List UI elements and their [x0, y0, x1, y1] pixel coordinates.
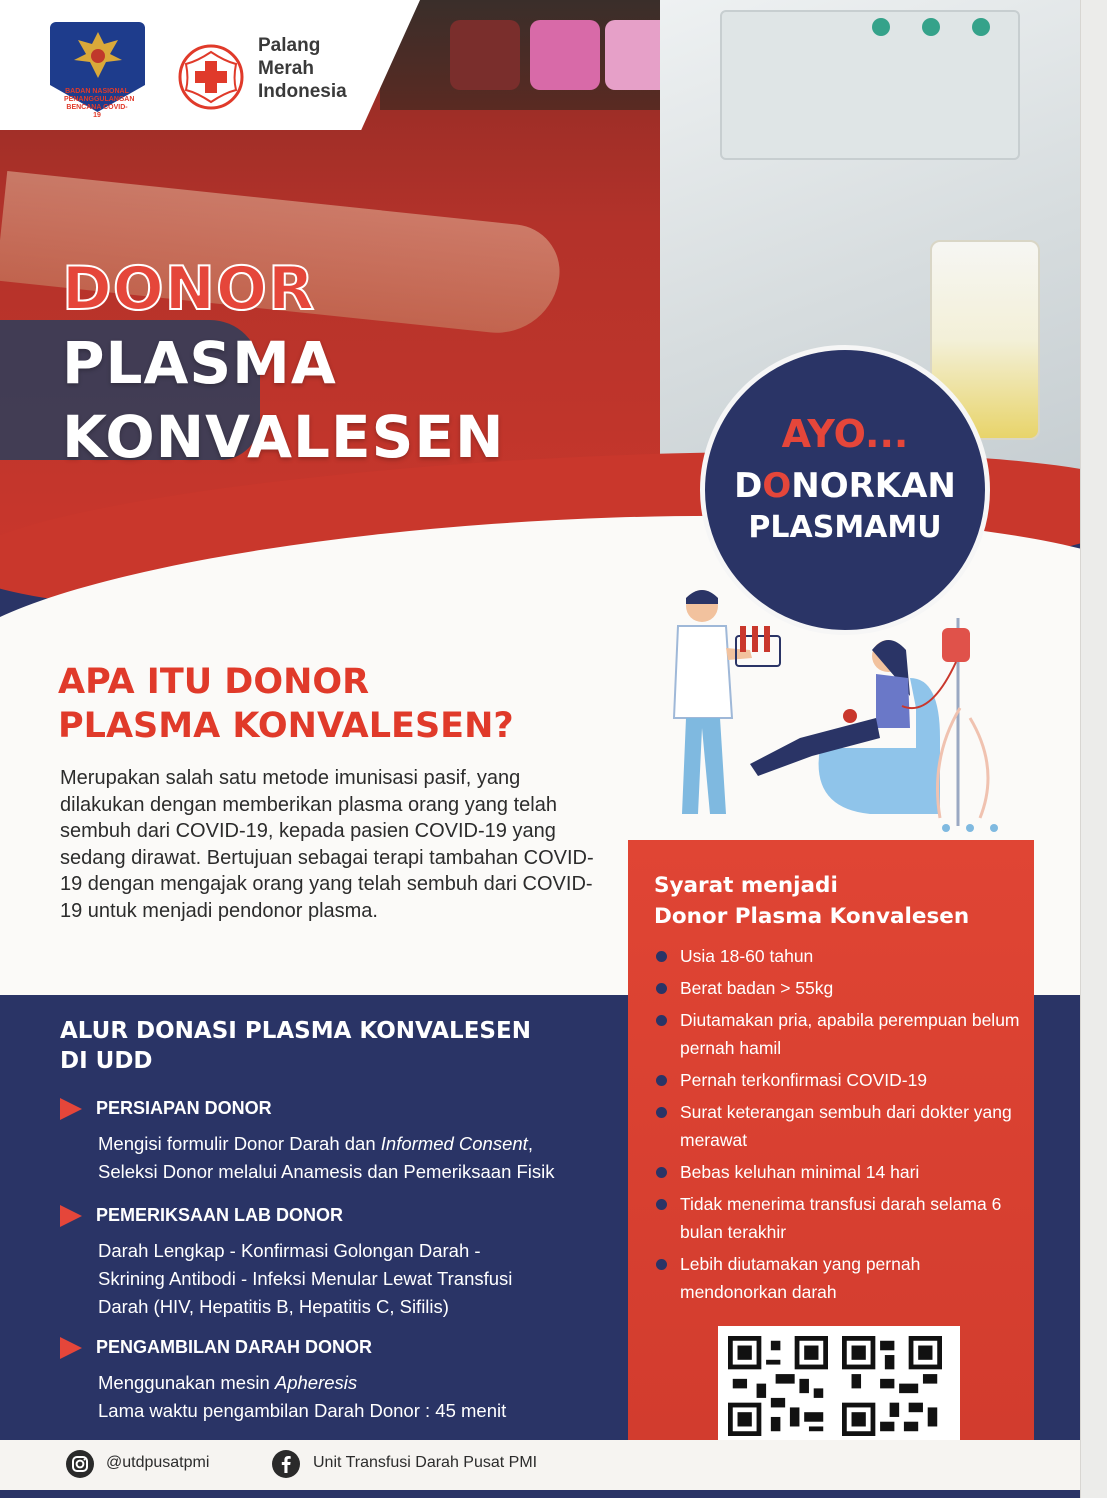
machine-button: [972, 18, 990, 36]
callout-o: O: [762, 466, 792, 506]
garuda-caption: BADAN NASIONAL PENANGGULANGAN BENCANA COVID-19: [64, 88, 135, 119]
scan-margin: [1080, 0, 1107, 1498]
arrow-right-icon: [60, 1205, 82, 1227]
stress-ball: [843, 709, 857, 723]
syarat-heading: [654, 870, 1024, 932]
garuda-icon: [68, 28, 128, 84]
instagram-icon[interactable]: [66, 1450, 94, 1478]
machine-button: [922, 18, 940, 36]
hero-title-line: DONOR: [62, 254, 316, 324]
step-desc-line: Skrining Antibodi - Infeksi Menular Lewat Transfusi: [98, 1268, 513, 1289]
step-desc-text: Mengisi formulir Donor Darah dan: [98, 1133, 381, 1154]
facebook-icon[interactable]: [272, 1450, 300, 1478]
nurse-arm: [726, 648, 752, 660]
callout-line-2: [705, 466, 985, 506]
shelf-photo: [380, 0, 680, 110]
step-desc-text: ,: [527, 1133, 533, 1154]
step-desc-emphasis: Apheresis: [274, 1372, 358, 1393]
step-desc-line: Darah (HIV, Hepatitis B, Hepatitis C, Sifilis): [98, 1296, 449, 1317]
hero-title: [62, 252, 505, 474]
arrow-right-icon: [60, 1337, 82, 1359]
syarat-item: [654, 1190, 1024, 1246]
step-desc-line: Darah Lengkap - Konfirmasi Golongan Darah -: [98, 1240, 481, 1261]
bullet-icon: [656, 951, 667, 962]
step-desc-line: [98, 1369, 638, 1397]
patient-shirt: [876, 674, 910, 728]
step-title: PENGAMBILAN DARAH DONOR: [96, 1337, 372, 1357]
bullet-icon: [656, 1075, 667, 1086]
iv-tube: [902, 662, 956, 708]
bullet-icon: [656, 983, 667, 994]
bullet-icon: [656, 1259, 667, 1270]
syarat-heading-line: Donor Plasma Konvalesen: [654, 904, 970, 929]
bullet-icon: [656, 1015, 667, 1026]
syarat-item-text: Diutamakan pria, apabila perempuan belum pernah hamil: [680, 1010, 1020, 1058]
pmi-name-line: Palang: [258, 35, 321, 56]
syarat-item-text: Usia 18-60 tahun: [680, 946, 814, 966]
jar-image: [450, 20, 520, 90]
callout-line-1: AYO...: [781, 412, 909, 456]
pmi-name: [258, 34, 347, 103]
footer-bar: [0, 1490, 1080, 1498]
callout-d: D: [734, 466, 763, 506]
step-desc-line: Lama waktu pengambilan Darah Donor : 45 menit: [98, 1400, 507, 1421]
nurse-coat: [674, 626, 732, 718]
step-title: PEMERIKSAAN LAB DONOR: [96, 1205, 344, 1225]
syarat-list: [654, 942, 1024, 1310]
step-desc: [98, 1369, 638, 1425]
qr-code-google-play-icon[interactable]: [726, 1336, 830, 1436]
apa-itu-heading: [58, 660, 618, 748]
step-title: PERSIAPAN DONOR: [96, 1098, 272, 1118]
syarat-item: [654, 942, 1024, 970]
hero-title-line: PLASMA: [62, 329, 337, 397]
blood-bag: [942, 628, 970, 662]
syarat-item-text: Berat badan > 55kg: [680, 978, 834, 998]
nurse-pants: [682, 718, 726, 814]
jar-image: [530, 20, 600, 90]
qr-code-app-store-icon[interactable]: [840, 1336, 944, 1436]
footer: [0, 1440, 1080, 1498]
syarat-heading-line: Syarat menjadi: [654, 873, 838, 898]
alur-heading-line: DI UDD: [60, 1048, 153, 1074]
syarat-item: [654, 1098, 1024, 1154]
syarat-item: [654, 974, 1024, 1002]
bullet-icon: [656, 1167, 667, 1178]
donation-illustration: [640, 578, 1020, 840]
hero-title-line: KONVALESEN: [62, 403, 505, 471]
step-desc-emphasis: Informed Consent: [380, 1133, 528, 1154]
syarat-item-text: Lebih diutamakan yang pernah mendonorkan darah: [680, 1254, 921, 1302]
apa-itu-heading-line: APA ITU DONOR: [58, 662, 370, 702]
pmi-name-line: Merah: [258, 58, 314, 79]
syarat-item-text: Tidak menerima transfusi darah selama 6 bulan terakhir: [680, 1194, 1002, 1242]
callout-rest: NORKAN: [791, 466, 956, 506]
test-tube: [752, 626, 758, 652]
syarat-item: [654, 1250, 1024, 1306]
apa-itu-body: Merupakan salah satu metode imunisasi pasif, yang dilakukan dengan memberikan plasma orang yang telah sembuh dari COVID-19, kepada pasien COVID-19 yang sedang dirawat. Bertujuan sebagai terapi tambahan COVID-19 dengan mengajak orang yang telah sembuh dari COVID-19 untuk menjadi pendonor plasma.: [60, 767, 594, 922]
facebook-page[interactable]: Unit Transfusi Darah Pusat PMI: [313, 1454, 538, 1471]
arrow-right-icon: [60, 1098, 82, 1120]
alur-heading: [60, 1016, 600, 1076]
alur-heading-line: ALUR DONASI PLASMA KONVALESEN: [60, 1018, 531, 1044]
bullet-icon: [656, 1107, 667, 1118]
red-cross-icon: [178, 44, 244, 110]
step-desc: [98, 1130, 638, 1186]
syarat-item: [654, 1066, 1024, 1094]
step-desc-text: Menggunakan mesin: [98, 1372, 275, 1393]
bullet-icon: [656, 1199, 667, 1210]
syarat-item-text: Pernah terkonfirmasi COVID-19: [680, 1070, 928, 1090]
syarat-item-text: Surat keterangan sembuh dari dokter yang merawat: [680, 1102, 1012, 1150]
test-tube: [740, 626, 746, 652]
syarat-item: [654, 1006, 1024, 1062]
instagram-handle[interactable]: @utdpusatpmi: [106, 1454, 210, 1471]
plant: [938, 708, 989, 818]
pmi-name-line: Indonesia: [258, 81, 347, 102]
machine-panel: [720, 10, 1020, 160]
machine-button: [872, 18, 890, 36]
step-desc: [98, 1237, 638, 1321]
step-desc-line: [98, 1130, 638, 1158]
apa-itu-heading-line: PLASMA KONVALESEN?: [58, 706, 514, 746]
test-tube: [764, 626, 770, 652]
callout-line-3: PLASMAMU: [748, 510, 942, 545]
step-desc-line: Seleksi Donor melalui Anamesis dan Pemeriksaan Fisik: [98, 1161, 555, 1182]
nurse-hair: [686, 590, 718, 604]
syarat-item: [654, 1158, 1024, 1186]
syarat-item-text: Bebas keluhan minimal 14 hari: [680, 1162, 920, 1182]
